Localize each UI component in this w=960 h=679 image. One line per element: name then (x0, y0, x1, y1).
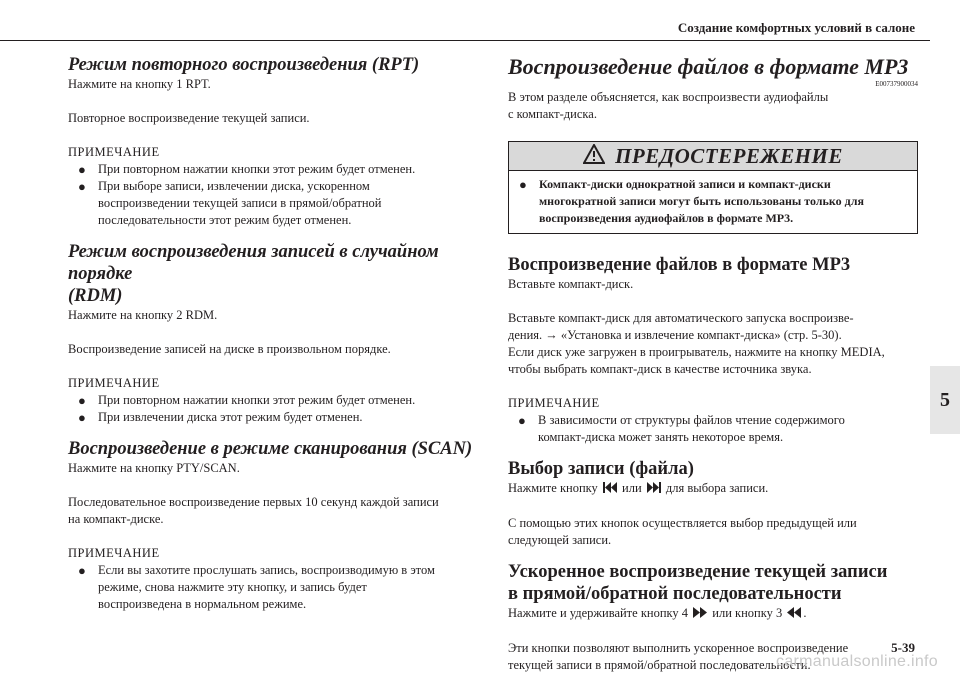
bullet-icon: ● (78, 563, 86, 578)
rewind-icon (787, 606, 801, 623)
select-instruction: Нажмите кнопку или для выбора записи. (508, 480, 918, 498)
skip-next-icon (647, 481, 661, 498)
mp3-intro: В этом разделе объясняется, как воспроизвести аудиофайлы с компакт-диска. (508, 90, 829, 121)
warning-box (508, 141, 918, 234)
rpt-heading: Режим повторного воспроизведения (RPT) (68, 55, 420, 75)
warning-header (509, 142, 917, 171)
fast-description: Эти кнопки позволяют выполнить ускоренное воспроизведение текущей записи в прямой/обратной последовательности. (508, 641, 849, 672)
select-heading: Выбор записи (файла) (508, 459, 694, 479)
header-rule (0, 40, 930, 41)
chapter-tab: 5 (930, 366, 960, 434)
bullet-icon: ● (78, 179, 86, 194)
scan-instruction: Нажмите на кнопку PTY/SCAN. (68, 461, 240, 475)
fast-instruction: Нажмите и удерживайте кнопку 4 или кнопку 3 . (508, 605, 918, 623)
select-description: С помощью этих кнопок осуществляется выбор предыдущей или следующей записи. (508, 516, 857, 547)
play-instruction: Вставьте компакт-диск. (508, 277, 634, 291)
rdm-note-item: ● При извлечении диска этот режим будет отменен. (78, 410, 363, 425)
watermark: carmanualsonline.info (776, 653, 938, 670)
bullet-icon: ● (78, 393, 86, 408)
bullet-icon: ● (519, 177, 527, 192)
rpt-note-item: ● При выборе записи, извлечении диска, ускоренном воспроизведении текущей записи в прямой/обратной последовательности этот режим будет отменен. (78, 179, 382, 227)
fast-heading: Ускоренное воспроизведение текущей записи в прямой/обратной последовательности (508, 562, 888, 604)
fast-forward-icon (693, 606, 707, 623)
scan-description: Последовательное воспроизведение первых 10 секунд каждой записи на компакт-диске. (68, 495, 439, 526)
rdm-description: Воспроизведение записей на диске в произвольном порядке. (68, 342, 391, 356)
page-header-title: Создание комфортных условий в салоне (677, 20, 915, 35)
right-column (508, 54, 918, 674)
rdm-note-item: ● При повторном нажатии кнопки этот режим будет отменен. (78, 393, 416, 408)
scan-note-item: ● Если вы захотите прослушать запись, воспроизводимую в этом режиме, снова нажмите эту кнопку, и запись будет воспроизведена в нормальном режиме. (78, 563, 435, 611)
rdm-instruction: Нажмите на кнопку 2 RDM. (68, 308, 218, 322)
bullet-icon: ● (518, 413, 526, 428)
rpt-description: Повторное воспроизведение текущей записи. (68, 111, 310, 125)
rpt-note-title: ПРИМЕЧАНИЕ (68, 145, 160, 159)
scan-note-title: ПРИМЕЧАНИЕ (68, 546, 160, 560)
play-description: Вставьте компакт-диск для автоматического запуска воспроизве- дения. → «Установка и извлечение компакт-диска» (стр. 5-30). Если диск уже загружен в проигрыватель, нажмите на кнопку MEDIA, чтобы выбрать компакт-диск в качестве источника звука. (508, 311, 885, 376)
section-code: E00737900034 (875, 80, 918, 88)
rdm-note-title: ПРИМЕЧАНИЕ (68, 376, 160, 390)
bullet-icon: ● (78, 410, 86, 425)
bullet-icon: ● (78, 162, 86, 177)
rpt-note-item: ● При повторном нажатии кнопки этот режим будет отменен. (78, 162, 416, 177)
warning-title: ПРЕДОСТЕРЕЖЕНИЕ (615, 143, 843, 168)
page-number: 5-39 (891, 640, 915, 655)
left-column (68, 54, 478, 613)
warning-body: ● Компакт-диски однократной записи и компакт-диски многократной записи могут быть использованы только для воспроизведения аудиофайлов в формате MP3. (519, 177, 864, 225)
rpt-instruction: Нажмите на кнопку 1 RPT. (68, 77, 211, 91)
rdm-heading: Режим воспроизведения записей в случайном порядке (RDM) (68, 242, 439, 306)
mp3-heading: Воспроизведение файлов в формате MP3 (508, 54, 909, 79)
scan-heading: Воспроизведение в режиме сканирования (SCAN) (68, 439, 473, 459)
skip-previous-icon (603, 481, 617, 498)
play-heading: Воспроизведение файлов в формате MP3 (508, 255, 851, 275)
play-note-item: ● В зависимости от структуры файлов чтение содержимого компакт-диска может занять некоторое время. (518, 413, 845, 444)
play-note-title: ПРИМЕЧАНИЕ (508, 396, 600, 410)
warning-triangle-icon (583, 144, 605, 169)
